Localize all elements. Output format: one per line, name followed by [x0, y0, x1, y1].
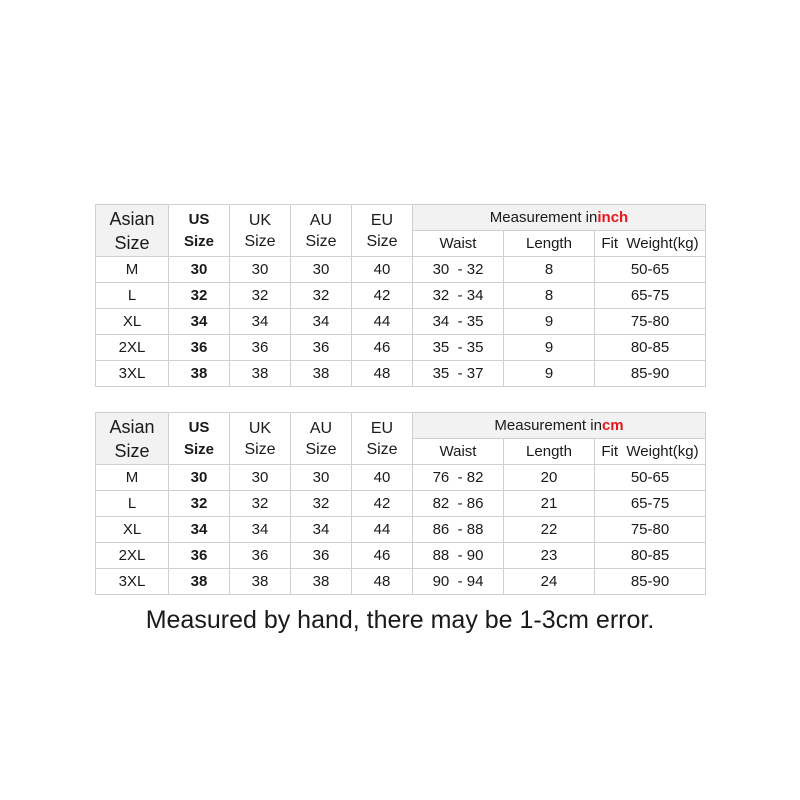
asian-size-cell: 2XL [96, 543, 169, 569]
us-size-cell: 36 [169, 335, 230, 361]
au-size-cell: 30 [291, 465, 352, 491]
eu-size-cell: 46 [352, 543, 413, 569]
us-size-cell: 32 [169, 283, 230, 309]
weight-cell: 85-90 [595, 361, 706, 387]
waist-cell: 82 - 86 [413, 491, 504, 517]
eu-size-cell: 46 [352, 335, 413, 361]
asian-size-cell: XL [96, 517, 169, 543]
waist-cell: 86 - 88 [413, 517, 504, 543]
eu-size-cell: 42 [352, 283, 413, 309]
waist-cell: 32 - 34 [413, 283, 504, 309]
asian-size-cell: M [96, 257, 169, 283]
length-cell: 22 [504, 517, 595, 543]
length-cell: 9 [504, 309, 595, 335]
header-waist: Waist [413, 439, 504, 465]
waist-cell: 34 - 35 [413, 309, 504, 335]
uk-size-cell: 38 [230, 361, 291, 387]
au-size-cell: 38 [291, 361, 352, 387]
waist-cell: 35 - 37 [413, 361, 504, 387]
us-size-cell: 34 [169, 309, 230, 335]
measurement-unit: inch [597, 209, 629, 226]
measurement-prefix: Measurement in [489, 209, 598, 226]
au-size-cell: 32 [291, 283, 352, 309]
weight-cell: 75-80 [595, 517, 706, 543]
header-length: Length [504, 231, 595, 257]
us-size-cell: 32 [169, 491, 230, 517]
header-fit-weight: Fit Weight(kg) [595, 231, 706, 257]
us-size-cell: 34 [169, 517, 230, 543]
uk-size-cell: 34 [230, 309, 291, 335]
au-size-cell: 34 [291, 517, 352, 543]
uk-size-cell: 32 [230, 283, 291, 309]
table-row [96, 309, 706, 335]
eu-size-cell: 40 [352, 257, 413, 283]
table-row [96, 543, 706, 569]
header-waist: Waist [413, 231, 504, 257]
measurement-title [413, 413, 706, 439]
waist-cell: 30 - 32 [413, 257, 504, 283]
us-size-cell: 30 [169, 465, 230, 491]
header-asian-size: Asian Size [96, 413, 169, 465]
asian-size-cell: 3XL [96, 569, 169, 595]
length-cell: 23 [504, 543, 595, 569]
au-size-cell: 30 [291, 257, 352, 283]
measurement-unit: cm [601, 417, 624, 434]
header-uk-size: UK Size [230, 413, 291, 465]
measurement-title [413, 205, 706, 231]
us-size-cell: 38 [169, 361, 230, 387]
asian-size-cell: L [96, 283, 169, 309]
header-length: Length [504, 439, 595, 465]
length-cell: 8 [504, 283, 595, 309]
us-size-cell: 38 [169, 569, 230, 595]
au-size-cell: 36 [291, 543, 352, 569]
header-fit-weight: Fit Weight(kg) [595, 439, 706, 465]
length-cell: 9 [504, 361, 595, 387]
header-us-size: US Size [169, 205, 230, 257]
weight-cell: 75-80 [595, 309, 706, 335]
header-eu-size: EU Size [352, 205, 413, 257]
measurement-note: Measured by hand, there may be 1-3cm error. [145, 606, 655, 634]
length-cell: 20 [504, 465, 595, 491]
weight-cell: 80-85 [595, 543, 706, 569]
table-row [96, 465, 706, 491]
asian-size-cell: XL [96, 309, 169, 335]
table-row [96, 517, 706, 543]
table-row [96, 257, 706, 283]
waist-cell: 76 - 82 [413, 465, 504, 491]
au-size-cell: 38 [291, 569, 352, 595]
us-size-cell: 30 [169, 257, 230, 283]
weight-cell: 80-85 [595, 335, 706, 361]
table-row [96, 283, 706, 309]
table-row [96, 335, 706, 361]
au-size-cell: 32 [291, 491, 352, 517]
table-row [96, 569, 706, 595]
length-cell: 8 [504, 257, 595, 283]
waist-cell: 35 - 35 [413, 335, 504, 361]
table-row [96, 491, 706, 517]
eu-size-cell: 48 [352, 569, 413, 595]
measurement-prefix: Measurement in [494, 417, 602, 434]
eu-size-cell: 48 [352, 361, 413, 387]
weight-cell: 85-90 [595, 569, 706, 595]
header-au-size: AU Size [291, 205, 352, 257]
asian-size-cell: 3XL [96, 361, 169, 387]
au-size-cell: 34 [291, 309, 352, 335]
asian-size-cell: M [96, 465, 169, 491]
uk-size-cell: 30 [230, 257, 291, 283]
asian-size-cell: 2XL [96, 335, 169, 361]
length-cell: 24 [504, 569, 595, 595]
uk-size-cell: 34 [230, 517, 291, 543]
uk-size-cell: 36 [230, 543, 291, 569]
us-size-cell: 36 [169, 543, 230, 569]
size-chart-inch [95, 204, 706, 387]
weight-cell: 50-65 [595, 257, 706, 283]
weight-cell: 65-75 [595, 491, 706, 517]
asian-size-cell: L [96, 491, 169, 517]
uk-size-cell: 36 [230, 335, 291, 361]
header-asian-size: Asian Size [96, 205, 169, 257]
eu-size-cell: 40 [352, 465, 413, 491]
eu-size-cell: 44 [352, 517, 413, 543]
length-cell: 21 [504, 491, 595, 517]
length-cell: 9 [504, 335, 595, 361]
au-size-cell: 36 [291, 335, 352, 361]
eu-size-cell: 44 [352, 309, 413, 335]
weight-cell: 65-75 [595, 283, 706, 309]
waist-cell: 90 - 94 [413, 569, 504, 595]
header-eu-size: EU Size [352, 413, 413, 465]
header-us-size: US Size [169, 413, 230, 465]
waist-cell: 88 - 90 [413, 543, 504, 569]
header-uk-size: UK Size [230, 205, 291, 257]
uk-size-cell: 32 [230, 491, 291, 517]
header-au-size: AU Size [291, 413, 352, 465]
table-row [96, 361, 706, 387]
size-chart-cm [95, 412, 706, 595]
uk-size-cell: 38 [230, 569, 291, 595]
uk-size-cell: 30 [230, 465, 291, 491]
weight-cell: 50-65 [595, 465, 706, 491]
eu-size-cell: 42 [352, 491, 413, 517]
